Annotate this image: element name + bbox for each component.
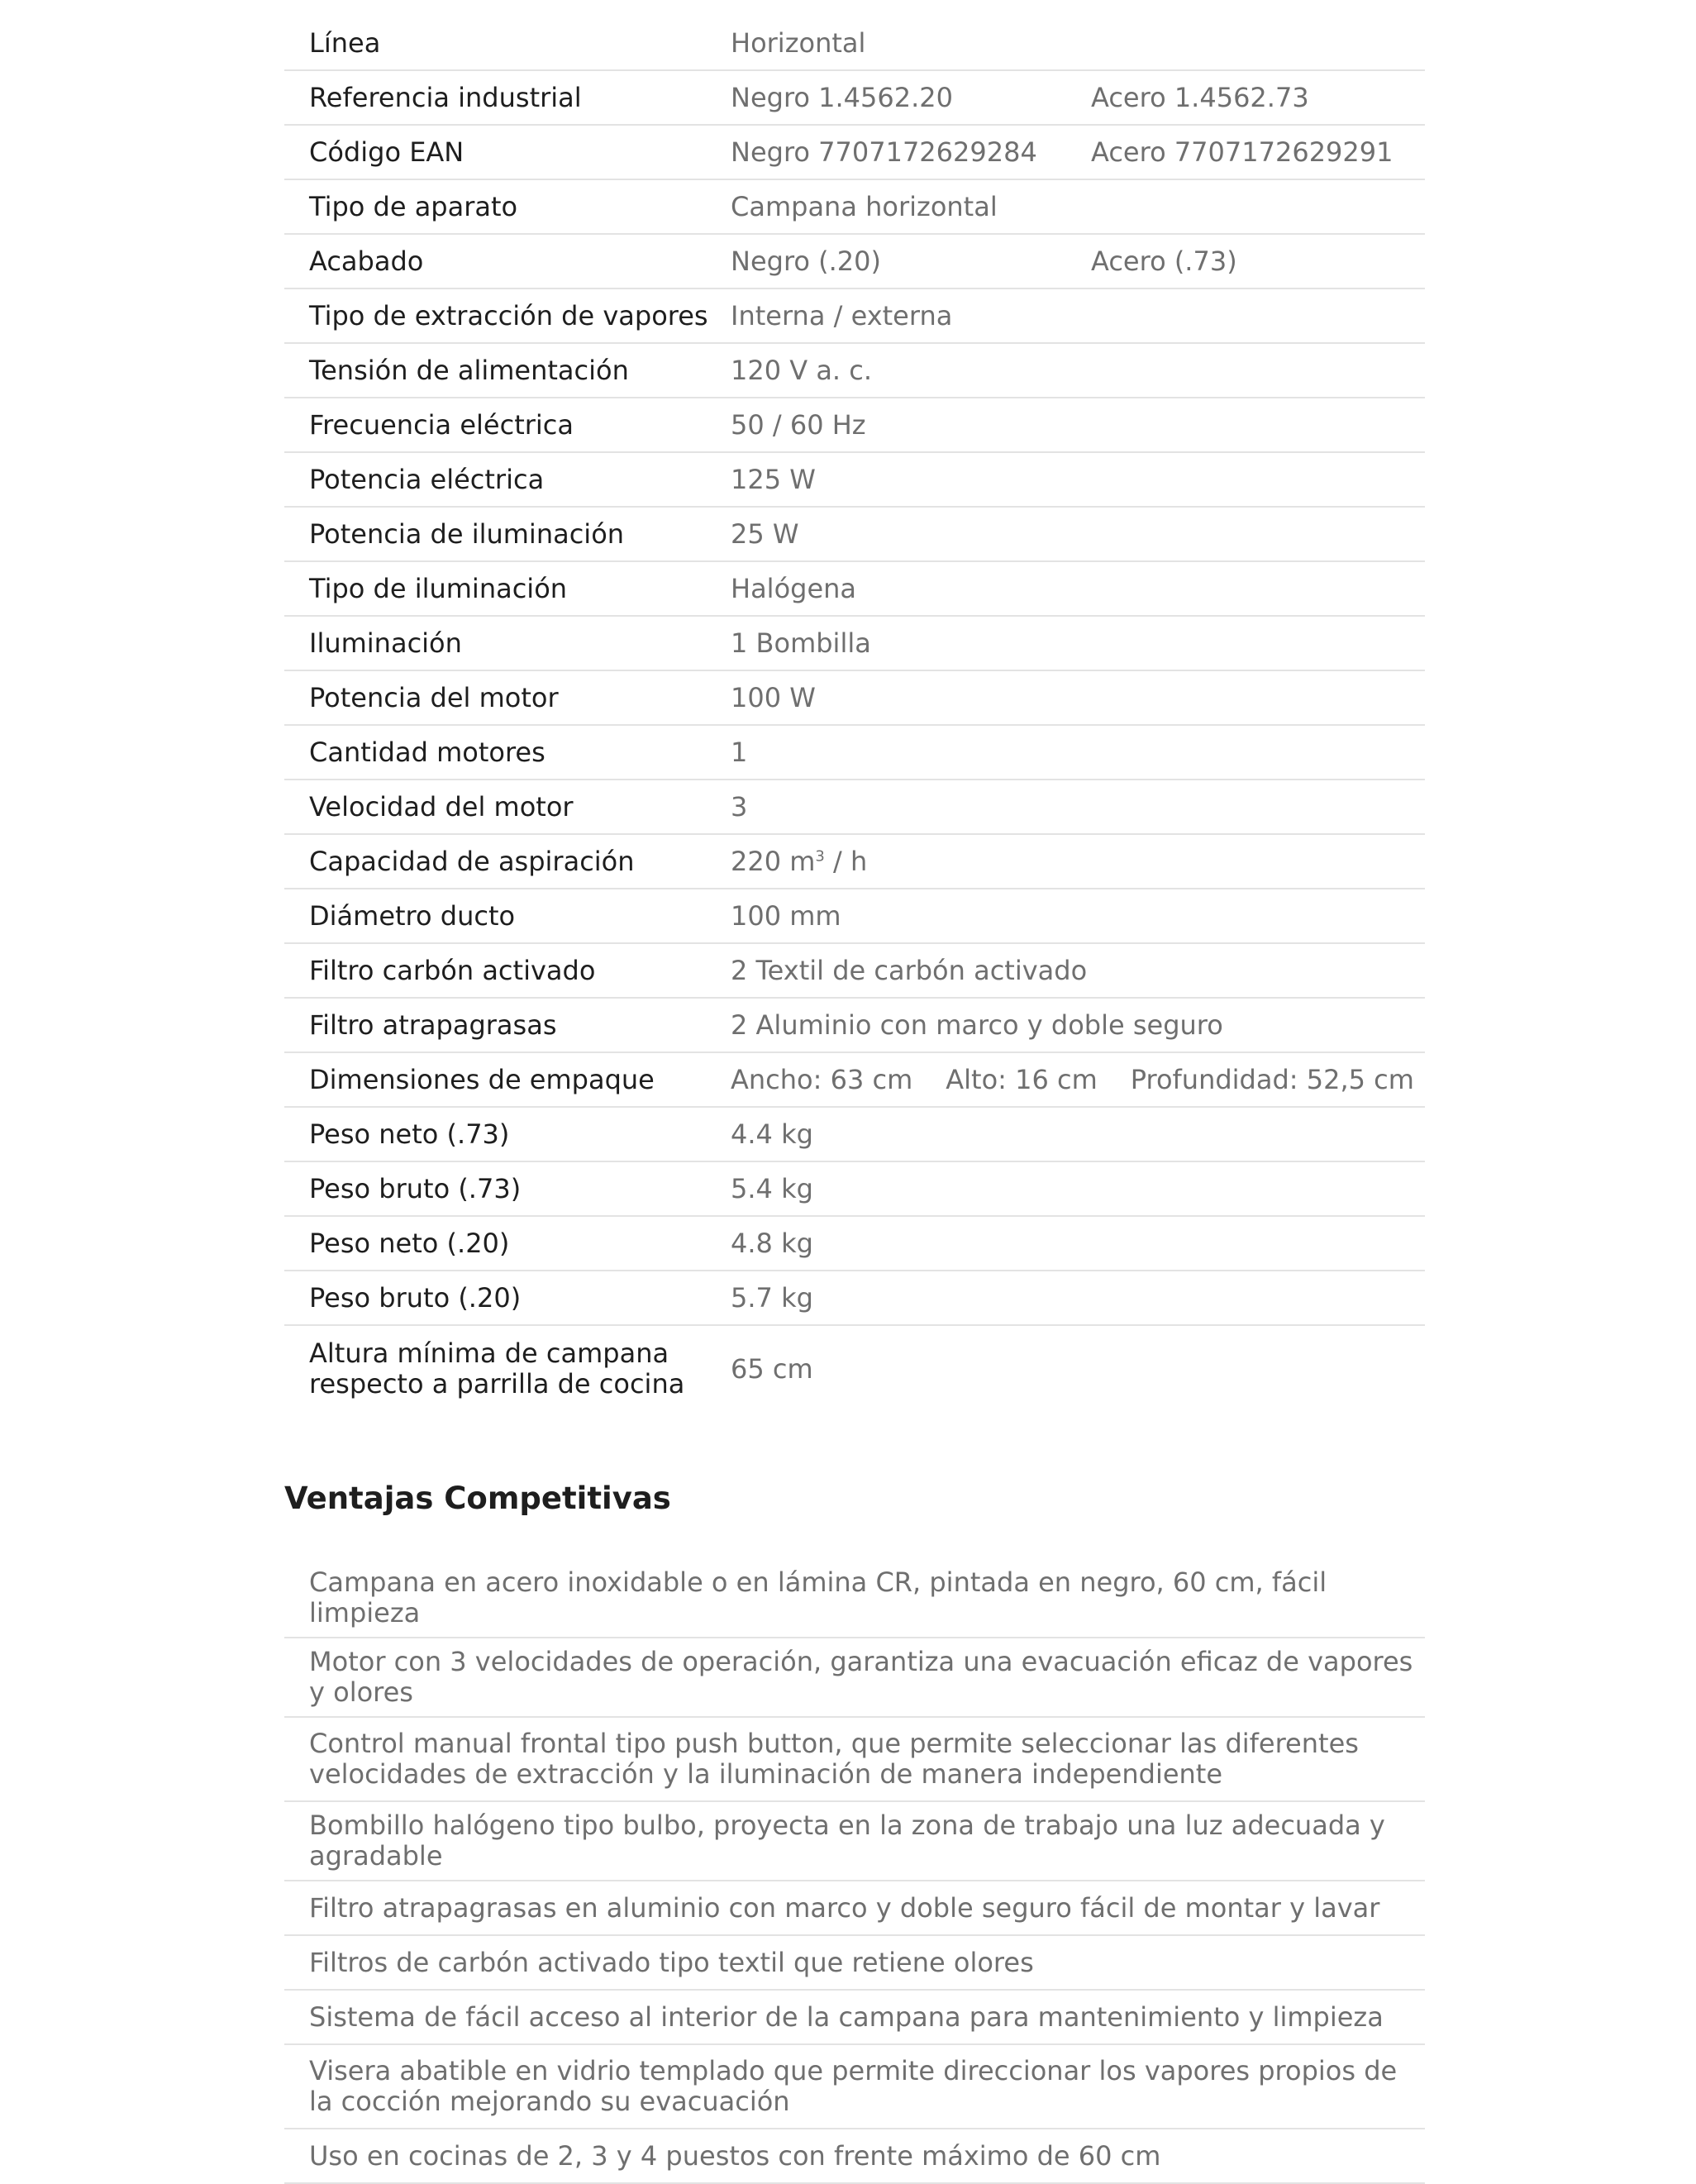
dimension-depth: Profundidad: 52,5 cm [1130,1064,1414,1095]
section-title: Ventajas Competitivas [284,1481,671,1516]
spec-label: Dimensiones de empaque [309,1063,655,1095]
spec-value: Negro 7707172629284 [731,136,1037,168]
spec-label: Peso neto (.73) [309,1118,510,1150]
spec-value: Interna / externa [731,300,953,331]
spec-label: Potencia del motor [309,681,559,713]
spec-value: 2 Textil de carbón activado [731,955,1088,986]
spec-label: Potencia de iluminación [309,517,625,550]
spec-label: Capacidad de aspiración [309,845,635,877]
spec-value: Acero 7707172629291 [1091,136,1393,168]
spec-value: 25 W [731,518,799,550]
spec-label: Cantidad motores [309,736,545,768]
spec-row [284,780,1425,835]
spec-value: 100 mm [731,900,841,932]
spec-row [284,1108,1425,1162]
advantage-item: Control manual frontal tipo push button, que permite seleccionar las diferentes velocidades de extracción y la iluminación de manera independiente [284,1718,1425,1802]
spec-value: 65 cm [731,1353,813,1385]
spec-label: Referencia industrial [309,81,582,113]
spec-row [284,453,1425,508]
spec-row [284,1217,1425,1271]
spec-value: Acero (.73) [1091,246,1237,277]
spec-value: 5.7 kg [731,1282,813,1314]
spec-row [284,289,1425,344]
spec-row [284,344,1425,398]
dimension-height: Alto: 16 cm [946,1064,1098,1095]
spec-value: 125 W [731,464,816,495]
advantage-item: Bombillo halógeno tipo bulbo, proyecta en la zona de trabajo una luz adecuada y agradable [284,1802,1425,1881]
spec-row-capacity [284,835,1425,889]
spec-row [284,617,1425,671]
spec-row-dimensions [284,1053,1425,1108]
spec-value: 3 [731,791,748,823]
spec-label: Tipo de iluminación [309,572,568,604]
spec-label: Línea [309,26,381,59]
spec-row [284,71,1425,126]
spec-row [284,180,1425,235]
spec-value: 1 Bombilla [731,627,871,659]
spec-label: Código EAN [309,136,464,168]
spec-value: Halógena [731,573,857,604]
spec-value: 5.4 kg [731,1173,813,1204]
spec-label: Tensión de alimentación [309,354,629,386]
spec-value: 220 $m^3$ / h [731,846,868,877]
spec-row [284,398,1425,453]
spec-label: Peso neto (.20) [309,1227,510,1259]
spec-label: Altura mínima de campana respecto a parrilla de cocina [309,1338,685,1400]
spec-label: Velocidad del motor [309,790,574,823]
spec-row [284,17,1425,71]
spec-label: Filtro carbón activado [309,954,596,986]
spec-label: Tipo de extracción de vapores [309,299,708,331]
spec-label: Tipo de aparato [309,190,518,222]
spec-value: Negro (.20) [731,246,881,277]
advantages-list [284,1559,1425,2184]
spec-row [284,1162,1425,1217]
advantage-item: Uso en cocinas de 2, 3 y 4 puestos con frente máximo de 60 cm [284,2129,1425,2184]
spec-row [284,235,1425,289]
spec-label: Peso bruto (.20) [309,1281,522,1314]
spec-row [284,726,1425,780]
advantage-item: Motor con 3 velocidades de operación, garantiza una evacuación eficaz de vapores y olores [284,1638,1425,1718]
spec-label: Peso bruto (.73) [309,1172,522,1204]
spec-value: Negro 1.4562.20 [731,82,953,113]
spec-value: 4.4 kg [731,1118,813,1150]
advantage-item: Sistema de fácil acceso al interior de la campana para mantenimiento y limpieza [284,1991,1425,2045]
advantage-item: Visera abatible en vidrio templado que permite direccionar los vapores propios de la cocción mejorando su evacuación [284,2045,1425,2129]
advantage-item: Campana en acero inoxidable o en lámina CR, pintada en negro, 60 cm, fácil limpieza [284,1559,1425,1638]
spec-label: Diámetro ducto [309,899,516,932]
spec-row [284,889,1425,944]
spec-row [284,1271,1425,1326]
spec-value: 2 Aluminio con marco y doble seguro [731,1009,1223,1041]
spec-label: Iluminación [309,627,462,659]
spec-label: Acabado [309,245,424,277]
spec-row [284,126,1425,180]
spec-value: Campana horizontal [731,191,998,222]
dimension-values [731,1064,1414,1095]
spec-value: 4.8 kg [731,1228,813,1259]
spec-row [284,562,1425,617]
spec-label: Potencia eléctrica [309,463,545,495]
spec-value: 100 W [731,682,816,713]
product-spec-page [284,17,1425,2184]
spec-row [284,944,1425,999]
spec-label: Filtro atrapagrasas [309,1009,557,1041]
spec-row [284,508,1425,562]
advantage-item: Filtros de carbón activado tipo textil que retiene olores [284,1936,1425,1991]
spec-value: 50 / 60 Hz [731,409,866,441]
spec-row [284,999,1425,1053]
spec-value: 1 [731,737,748,768]
spec-row-min-height [284,1326,1425,1412]
advantage-item: Filtro atrapagrasas en aluminio con marco y doble seguro fácil de montar y lavar [284,1881,1425,1936]
spec-value: Acero 1.4562.73 [1091,82,1309,113]
spec-label: Frecuencia eléctrica [309,408,574,441]
spec-table [284,17,1425,1412]
spec-value: Horizontal [731,27,866,59]
spec-value: 120 V a. c. [731,355,873,386]
dimension-width: Ancho: 63 cm [731,1064,913,1095]
spec-row [284,671,1425,726]
